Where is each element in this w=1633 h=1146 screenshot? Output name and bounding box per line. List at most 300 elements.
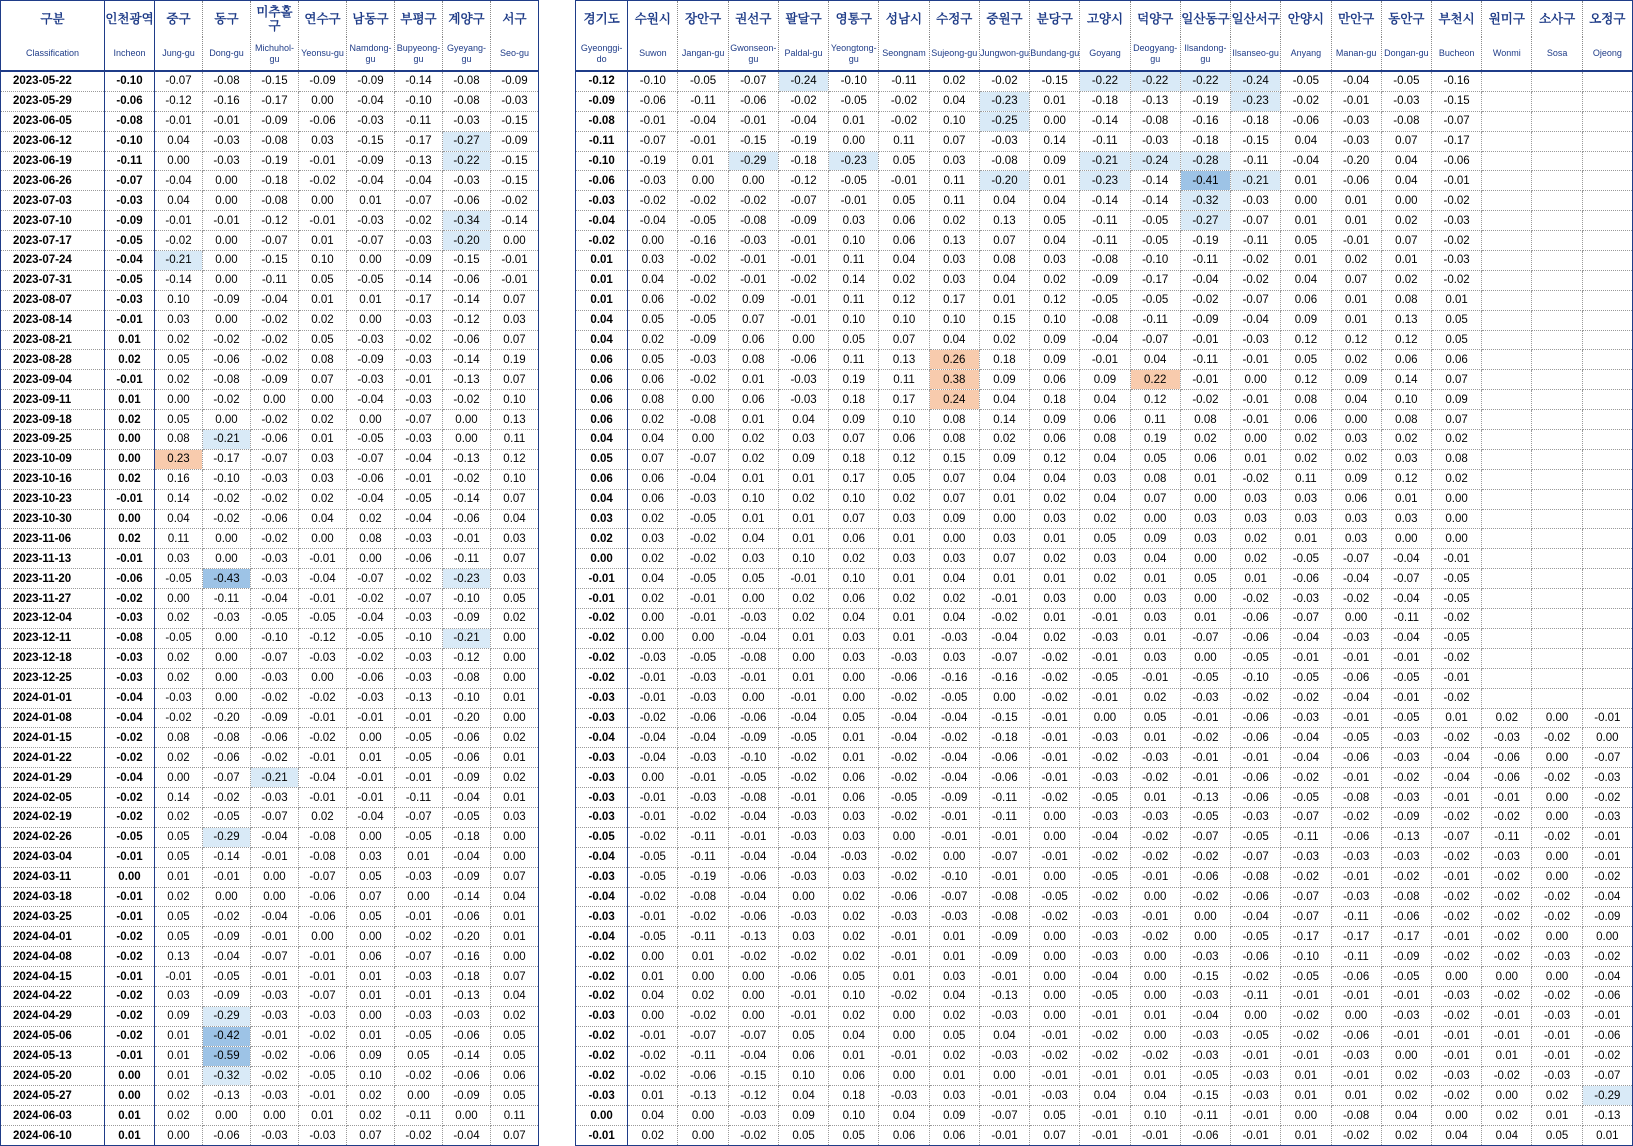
value-cell: -0.09 xyxy=(728,728,778,748)
value-cell: -0.03 xyxy=(395,867,443,887)
value-cell: -0.01 xyxy=(251,1026,299,1046)
value-cell: 0.26 xyxy=(929,350,979,370)
region-total-cell: -0.11 xyxy=(105,151,155,171)
table-row xyxy=(1,469,539,489)
value-cell: -0.02 xyxy=(1231,589,1281,609)
value-cell: -0.02 xyxy=(929,728,979,748)
value-cell xyxy=(1532,231,1582,251)
region-total-cell: -0.03 xyxy=(576,1086,628,1106)
table-row xyxy=(1,728,539,748)
value-cell: 0.07 xyxy=(929,469,979,489)
value-cell: -0.01 xyxy=(628,907,678,927)
region-total-cell: -0.02 xyxy=(105,748,155,768)
value-cell: -0.06 xyxy=(1331,827,1381,847)
value-cell: 0.08 xyxy=(929,430,979,450)
value-cell: 0.03 xyxy=(1180,509,1230,529)
table-row xyxy=(1,668,539,688)
table-row xyxy=(1,927,539,947)
value-cell: 0.01 xyxy=(1030,91,1080,111)
table-row xyxy=(1,748,539,768)
value-cell: 0.08 xyxy=(1080,430,1130,450)
region-total-cell: -0.02 xyxy=(576,1046,628,1066)
value-cell: -0.06 xyxy=(1482,748,1532,768)
value-cell: 0.00 xyxy=(1030,986,1080,1006)
value-cell: -0.02 xyxy=(1281,1026,1331,1046)
value-cell: -0.01 xyxy=(1180,708,1230,728)
value-cell: -0.03 xyxy=(1180,1046,1230,1066)
column-header-en: Suwon xyxy=(628,37,678,71)
value-cell: 0.00 xyxy=(628,609,678,629)
value-cell: -0.06 xyxy=(1431,151,1481,171)
value-cell: 0.00 xyxy=(879,1026,929,1046)
value-cell: 0.02 xyxy=(1431,430,1481,450)
value-cell: -0.08 xyxy=(1381,111,1431,131)
value-cell: 0.01 xyxy=(728,469,778,489)
value-cell: -0.02 xyxy=(879,986,929,1006)
value-cell: -0.05 xyxy=(678,569,728,589)
value-cell: -0.01 xyxy=(1582,847,1632,867)
value-cell: -0.01 xyxy=(1331,768,1381,788)
table-row xyxy=(1,1086,539,1106)
value-cell: -0.02 xyxy=(395,569,443,589)
date-cell: 2023-10-16 xyxy=(1,469,105,489)
value-cell xyxy=(1532,668,1582,688)
value-cell: -0.01 xyxy=(1431,668,1481,688)
table-row xyxy=(576,708,1633,728)
value-cell: 0.01 xyxy=(929,947,979,967)
value-cell: -0.07 xyxy=(251,231,299,251)
value-cell: -0.06 xyxy=(979,748,1029,768)
table-row xyxy=(1,211,539,231)
column-header-en: Dong-gu xyxy=(203,37,251,71)
value-cell: 0.07 xyxy=(979,549,1029,569)
column-header-ko: 부평구 xyxy=(395,1,443,38)
value-cell: 0.08 xyxy=(1431,449,1481,469)
value-cell: -0.12 xyxy=(299,628,347,648)
region-total-cell: -0.02 xyxy=(105,1026,155,1046)
value-cell: -0.03 xyxy=(829,847,879,867)
value-cell: -0.23 xyxy=(979,91,1029,111)
value-cell: -0.03 xyxy=(929,907,979,927)
value-cell: 0.05 xyxy=(1532,1126,1582,1146)
value-cell: -0.04 xyxy=(628,211,678,231)
value-cell: -0.04 xyxy=(1080,967,1130,987)
value-cell: -0.04 xyxy=(1381,628,1431,648)
value-cell: 0.00 xyxy=(628,628,678,648)
value-cell: 0.06 xyxy=(1180,449,1230,469)
value-cell: -0.02 xyxy=(347,589,395,609)
value-cell: 0.02 xyxy=(1030,489,1080,509)
value-cell: -0.07 xyxy=(778,191,828,211)
value-cell: -0.06 xyxy=(1281,111,1331,131)
value-cell: 0.01 xyxy=(1381,251,1431,271)
table-row xyxy=(576,430,1633,450)
value-cell: -0.03 xyxy=(1431,211,1481,231)
value-cell: -0.15 xyxy=(251,251,299,271)
value-cell: 0.03 xyxy=(1030,589,1080,609)
incheon-table xyxy=(0,0,539,1146)
value-cell: -0.24 xyxy=(778,71,828,91)
value-cell: -0.02 xyxy=(678,549,728,569)
value-cell: 0.05 xyxy=(829,708,879,728)
table-row xyxy=(1,1046,539,1066)
value-cell: 0.00 xyxy=(155,768,203,788)
value-cell: -0.02 xyxy=(1431,191,1481,211)
value-cell: -0.03 xyxy=(1431,986,1481,1006)
value-cell: -0.13 xyxy=(395,151,443,171)
value-cell: -0.01 xyxy=(251,967,299,987)
value-cell: -0.05 xyxy=(1281,967,1331,987)
value-cell: 0.00 xyxy=(1381,1046,1431,1066)
table-row xyxy=(1,847,539,867)
value-cell: -0.29 xyxy=(728,151,778,171)
value-cell: 0.01 xyxy=(1030,171,1080,191)
value-cell: -0.04 xyxy=(395,449,443,469)
value-cell: 0.10 xyxy=(491,469,539,489)
value-cell: -0.01 xyxy=(395,469,443,489)
value-cell: -0.02 xyxy=(778,91,828,111)
value-cell: 0.14 xyxy=(155,489,203,509)
table-row xyxy=(576,489,1633,509)
value-cell: 0.02 xyxy=(155,330,203,350)
date-cell: 2023-10-30 xyxy=(1,509,105,529)
value-cell: -0.05 xyxy=(347,628,395,648)
region-total-cell: 0.04 xyxy=(576,489,628,509)
value-cell: 0.09 xyxy=(1030,350,1080,370)
date-cell: 2024-01-22 xyxy=(1,748,105,768)
value-cell: -0.06 xyxy=(443,191,491,211)
value-cell: 0.07 xyxy=(491,290,539,310)
value-cell: -0.15 xyxy=(1180,1086,1230,1106)
value-cell: 0.07 xyxy=(347,1126,395,1146)
value-cell: -0.19 xyxy=(1180,91,1230,111)
value-cell: -0.08 xyxy=(1331,788,1381,808)
value-cell: -0.20 xyxy=(443,231,491,251)
value-cell: -0.03 xyxy=(1582,768,1632,788)
value-cell: -0.02 xyxy=(443,469,491,489)
value-cell: 0.01 xyxy=(979,569,1029,589)
value-cell: 0.02 xyxy=(929,589,979,609)
value-cell: 0.00 xyxy=(829,668,879,688)
column-header-ko: 구분 xyxy=(1,1,105,38)
value-cell: -0.19 xyxy=(251,151,299,171)
value-cell: -0.21 xyxy=(1080,151,1130,171)
value-cell xyxy=(1532,688,1582,708)
column-header-en: Bundang-gu xyxy=(1030,37,1080,71)
value-cell: -0.02 xyxy=(1231,967,1281,987)
value-cell: -0.59 xyxy=(203,1046,251,1066)
region-total-cell: 0.00 xyxy=(105,449,155,469)
value-cell: -0.01 xyxy=(678,131,728,151)
value-cell: 0.04 xyxy=(1080,1086,1130,1106)
value-cell: -0.01 xyxy=(1231,1126,1281,1146)
value-cell: -0.01 xyxy=(1281,986,1331,1006)
value-cell: -0.11 xyxy=(1180,1106,1230,1126)
value-cell: -0.14 xyxy=(443,1046,491,1066)
date-cell: 2023-09-11 xyxy=(1,390,105,410)
value-cell: -0.01 xyxy=(979,827,1029,847)
value-cell: -0.05 xyxy=(829,171,879,191)
value-cell: -0.02 xyxy=(879,688,929,708)
value-cell: -0.02 xyxy=(678,807,728,827)
column-header-ko: 미추홀구 xyxy=(251,1,299,38)
value-cell: -0.06 xyxy=(347,668,395,688)
value-cell: -0.06 xyxy=(728,91,778,111)
region-total-cell: 0.04 xyxy=(576,330,628,350)
value-cell: -0.14 xyxy=(395,71,443,91)
value-cell: 0.05 xyxy=(1080,529,1130,549)
value-cell: 0.05 xyxy=(879,151,929,171)
date-cell: 2023-11-20 xyxy=(1,569,105,589)
value-cell: -0.04 xyxy=(678,728,728,748)
value-cell: -0.02 xyxy=(728,947,778,967)
region-total-cell: -0.01 xyxy=(576,589,628,609)
date-cell: 2023-06-19 xyxy=(1,151,105,171)
value-cell: 0.00 xyxy=(203,688,251,708)
value-cell: -0.01 xyxy=(1030,768,1080,788)
value-cell: -0.34 xyxy=(443,211,491,231)
value-cell: -0.41 xyxy=(1180,171,1230,191)
value-cell: 0.05 xyxy=(628,310,678,330)
table-row xyxy=(576,290,1633,310)
value-cell: -0.01 xyxy=(1431,1026,1481,1046)
value-cell: 0.03 xyxy=(879,549,929,569)
value-cell: -0.06 xyxy=(778,967,828,987)
value-cell xyxy=(1532,609,1582,629)
value-cell: -0.05 xyxy=(1080,290,1130,310)
value-cell: -0.20 xyxy=(443,708,491,728)
column-header-en: Ilsandong-gu xyxy=(1180,37,1230,71)
value-cell: -0.04 xyxy=(395,509,443,529)
value-cell xyxy=(1532,549,1582,569)
value-cell: 0.04 xyxy=(929,330,979,350)
value-cell: -0.06 xyxy=(1231,609,1281,629)
value-cell: -0.01 xyxy=(1030,847,1080,867)
value-cell: -0.01 xyxy=(678,589,728,609)
value-cell: -0.04 xyxy=(728,847,778,867)
value-cell: 0.09 xyxy=(929,509,979,529)
value-cell: -0.01 xyxy=(299,748,347,768)
table-row xyxy=(576,469,1633,489)
value-cell: -0.03 xyxy=(251,469,299,489)
value-cell: -0.14 xyxy=(1130,171,1180,191)
value-cell: 0.06 xyxy=(1331,489,1381,509)
value-cell: -0.01 xyxy=(1582,827,1632,847)
value-cell: -0.03 xyxy=(778,867,828,887)
value-cell: -0.04 xyxy=(1431,768,1481,788)
value-cell: 0.02 xyxy=(1030,549,1080,569)
date-cell: 2024-05-06 xyxy=(1,1026,105,1046)
value-cell: -0.03 xyxy=(395,668,443,688)
value-cell: 0.00 xyxy=(203,628,251,648)
value-cell: -0.04 xyxy=(778,708,828,728)
value-cell: 0.01 xyxy=(1431,708,1481,728)
value-cell: 0.00 xyxy=(299,668,347,688)
region-total-cell: -0.03 xyxy=(105,668,155,688)
value-cell: 0.00 xyxy=(155,589,203,609)
value-cell xyxy=(1582,430,1632,450)
value-cell: 0.14 xyxy=(979,410,1029,430)
table-row xyxy=(1,270,539,290)
table-row xyxy=(576,529,1633,549)
value-cell: 0.00 xyxy=(678,1126,728,1146)
value-cell: -0.05 xyxy=(1331,728,1381,748)
value-cell: 0.09 xyxy=(1130,529,1180,549)
value-cell: -0.02 xyxy=(395,1126,443,1146)
value-cell: 0.05 xyxy=(491,1026,539,1046)
region-total-cell: 0.01 xyxy=(105,390,155,410)
column-header-ko: 경기도 xyxy=(576,1,628,38)
value-cell: -0.10 xyxy=(1281,947,1331,967)
value-cell: -0.04 xyxy=(879,728,929,748)
value-cell: -0.02 xyxy=(1080,1046,1130,1066)
region-total-cell: -0.03 xyxy=(576,688,628,708)
region-total-cell: -0.02 xyxy=(105,927,155,947)
date-cell: 2023-08-28 xyxy=(1,350,105,370)
column-header-ko: 인천광역 xyxy=(105,1,155,38)
value-cell: -0.11 xyxy=(443,549,491,569)
value-cell: -0.09 xyxy=(1381,807,1431,827)
value-cell: 0.00 xyxy=(1331,410,1381,430)
value-cell: 0.02 xyxy=(1381,1126,1431,1146)
value-cell: 0.01 xyxy=(1532,1106,1582,1126)
date-cell: 2023-06-05 xyxy=(1,111,105,131)
value-cell: -0.22 xyxy=(443,151,491,171)
value-cell: 0.05 xyxy=(778,1126,828,1146)
value-cell: -0.01 xyxy=(929,827,979,847)
date-cell: 2024-06-10 xyxy=(1,1126,105,1146)
column-header-ko: 일산서구 xyxy=(1231,1,1281,38)
value-cell: -0.02 xyxy=(1482,986,1532,1006)
value-cell: 0.09 xyxy=(979,370,1029,390)
value-cell xyxy=(1582,211,1632,231)
value-cell: -0.21 xyxy=(443,628,491,648)
value-cell xyxy=(1532,131,1582,151)
value-cell: -0.05 xyxy=(678,648,728,668)
value-cell: -0.17 xyxy=(1331,927,1381,947)
value-cell: -0.01 xyxy=(979,1126,1029,1146)
value-cell: 0.09 xyxy=(728,290,778,310)
value-cell: 0.17 xyxy=(929,290,979,310)
value-cell xyxy=(1532,151,1582,171)
value-cell: 0.03 xyxy=(929,1086,979,1106)
value-cell: 0.00 xyxy=(979,1066,1029,1086)
value-cell: -0.03 xyxy=(879,648,929,668)
value-cell: -0.03 xyxy=(778,390,828,410)
value-cell: -0.01 xyxy=(1030,1026,1080,1046)
table-row xyxy=(1,151,539,171)
value-cell: -0.05 xyxy=(1030,887,1080,907)
region-total-cell: -0.03 xyxy=(576,867,628,887)
value-cell: -0.02 xyxy=(1532,768,1582,788)
value-cell: 0.23 xyxy=(155,449,203,469)
value-cell: -0.07 xyxy=(347,231,395,251)
table-row xyxy=(576,71,1633,91)
value-cell: -0.05 xyxy=(1080,788,1130,808)
value-cell xyxy=(1482,171,1532,191)
value-cell: 0.10 xyxy=(829,1106,879,1126)
value-cell: -0.29 xyxy=(203,827,251,847)
value-cell: 0.04 xyxy=(929,91,979,111)
region-total-cell: 0.00 xyxy=(105,1066,155,1086)
date-cell: 2023-05-22 xyxy=(1,71,105,91)
region-total-cell: -0.02 xyxy=(105,807,155,827)
value-cell: -0.19 xyxy=(678,867,728,887)
value-cell: -0.01 xyxy=(1231,350,1281,370)
value-cell: 0.10 xyxy=(778,1066,828,1086)
value-cell: -0.06 xyxy=(443,728,491,748)
value-cell: -0.01 xyxy=(1080,350,1130,370)
value-cell xyxy=(1582,449,1632,469)
value-cell: -0.01 xyxy=(728,251,778,271)
value-cell: 0.03 xyxy=(347,847,395,867)
value-cell: 0.11 xyxy=(929,171,979,191)
value-cell: -0.08 xyxy=(203,370,251,390)
column-header-ko: 중원구 xyxy=(979,1,1029,38)
value-cell: -0.09 xyxy=(203,290,251,310)
table-row xyxy=(1,768,539,788)
value-cell: -0.05 xyxy=(1431,589,1481,609)
table-row xyxy=(1,967,539,987)
value-cell: -0.01 xyxy=(628,111,678,131)
value-cell xyxy=(1582,668,1632,688)
date-cell: 2024-02-26 xyxy=(1,827,105,847)
value-cell: 0.04 xyxy=(979,1026,1029,1046)
value-cell: -0.03 xyxy=(1231,807,1281,827)
value-cell: -0.21 xyxy=(251,768,299,788)
region-total-cell: -0.04 xyxy=(105,251,155,271)
value-cell: 0.01 xyxy=(299,231,347,251)
value-cell: -0.02 xyxy=(1130,927,1180,947)
value-cell: -0.02 xyxy=(155,708,203,728)
value-cell: -0.01 xyxy=(1130,907,1180,927)
value-cell: 0.04 xyxy=(491,986,539,1006)
value-cell: 0.13 xyxy=(491,410,539,430)
value-cell: -0.02 xyxy=(251,350,299,370)
date-cell: 2023-08-07 xyxy=(1,290,105,310)
column-header-ko: 팔달구 xyxy=(778,1,828,38)
column-header-ko: 수원시 xyxy=(628,1,678,38)
value-cell: -0.03 xyxy=(728,231,778,251)
region-total-cell: -0.08 xyxy=(105,111,155,131)
value-cell: -0.06 xyxy=(1231,628,1281,648)
value-cell: 0.04 xyxy=(929,609,979,629)
value-cell: 0.09 xyxy=(1030,410,1080,430)
value-cell: -0.07 xyxy=(251,449,299,469)
value-cell: 0.18 xyxy=(829,390,879,410)
value-cell: -0.08 xyxy=(203,728,251,748)
column-header-ko: 중구 xyxy=(155,1,203,38)
value-cell: 0.00 xyxy=(1582,728,1632,748)
value-cell: 0.03 xyxy=(1080,549,1130,569)
value-cell xyxy=(1482,131,1532,151)
value-cell: -0.02 xyxy=(1030,1046,1080,1066)
value-cell: -0.04 xyxy=(929,768,979,788)
value-cell: -0.19 xyxy=(1180,231,1230,251)
value-cell: -0.08 xyxy=(1231,867,1281,887)
date-cell: 2024-05-20 xyxy=(1,1066,105,1086)
value-cell: 0.05 xyxy=(1130,449,1180,469)
region-total-cell: 0.05 xyxy=(576,449,628,469)
value-cell: -0.06 xyxy=(251,728,299,748)
value-cell: 0.00 xyxy=(1030,1006,1080,1026)
incheon-header-korean xyxy=(1,1,539,38)
value-cell: -0.05 xyxy=(678,310,728,330)
value-cell: 0.01 xyxy=(1180,609,1230,629)
table-row xyxy=(1,191,539,211)
value-cell: -0.05 xyxy=(1281,788,1331,808)
value-cell: 0.00 xyxy=(203,310,251,330)
